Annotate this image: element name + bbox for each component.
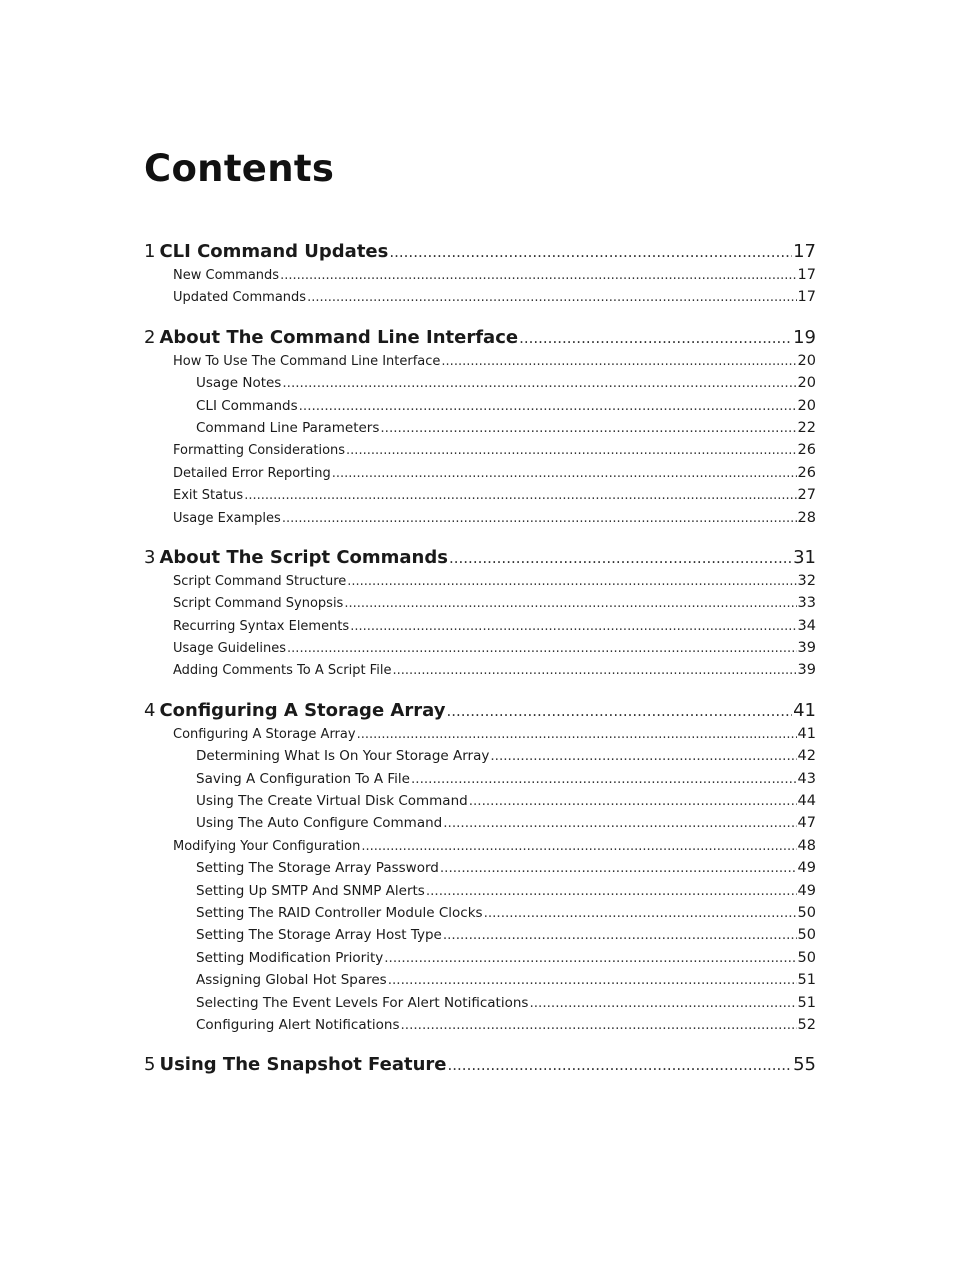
toc-entry[interactable] <box>144 726 816 748</box>
toc-chapter-entry[interactable] <box>144 547 816 573</box>
toc-entry[interactable] <box>144 883 816 905</box>
dot-leader <box>361 839 796 854</box>
dot-leader <box>280 268 796 283</box>
toc-page-number: 31 <box>793 546 816 568</box>
toc-entry[interactable] <box>144 1017 816 1039</box>
toc-page-number: 51 <box>797 972 816 989</box>
dot-leader <box>469 793 797 809</box>
dot-leader <box>440 860 797 876</box>
toc-page-number: 26 <box>797 464 816 481</box>
toc-page-number: 20 <box>797 352 816 369</box>
dot-leader <box>392 663 796 678</box>
toc-page-number: 41 <box>797 725 816 742</box>
toc-page-number: 17 <box>797 267 816 283</box>
toc-entry[interactable] <box>144 771 816 793</box>
toc-page-number: 52 <box>797 1016 816 1033</box>
toc-entry[interactable] <box>144 353 816 375</box>
chapter-number: 5 <box>144 1054 156 1076</box>
toc-page-number: 47 <box>797 815 816 832</box>
toc-entry[interactable] <box>144 465 816 487</box>
toc-entry[interactable] <box>144 950 816 972</box>
dot-leader <box>411 771 797 787</box>
toc-entry[interactable] <box>144 662 816 684</box>
toc-page-number: 49 <box>797 882 816 899</box>
toc-page-number: 27 <box>797 487 816 504</box>
toc-page-number: 43 <box>797 770 816 787</box>
toc-page-number: 33 <box>797 595 816 612</box>
toc-entry-label: Configuring A Storage Array <box>173 726 356 742</box>
dot-leader <box>307 290 796 305</box>
toc-page-number: 22 <box>797 419 816 436</box>
dot-leader <box>389 243 792 261</box>
toc-entry-label: Determining What Is On Your Storage Array <box>196 748 490 765</box>
toc-entry-label: Updated Commands <box>173 290 307 306</box>
dot-leader <box>244 488 796 503</box>
dot-leader <box>490 748 796 764</box>
toc-entry-label: Setting The RAID Controller Module Clocks <box>196 904 483 921</box>
toc-entry-label: Configuring A Storage Array <box>159 699 446 721</box>
toc-entry[interactable] <box>144 838 816 860</box>
toc-entry[interactable] <box>144 815 816 837</box>
chapter-number: 4 <box>144 699 156 721</box>
toc-page-number: 20 <box>797 397 816 414</box>
dot-leader <box>299 398 797 414</box>
dot-leader <box>443 927 797 943</box>
toc-entry-label: Detailed Error Reporting <box>173 465 331 481</box>
toc-page-number: 39 <box>797 640 816 657</box>
toc-page-number: 28 <box>797 509 816 526</box>
toc-entry-label: Setting Up SMTP And SNMP Alerts <box>196 882 425 899</box>
toc-page-number: 50 <box>797 904 816 921</box>
toc-entry-label: Using The Auto Configure Command <box>196 815 443 832</box>
toc-page-number: 26 <box>797 442 816 459</box>
toc-entry[interactable] <box>144 927 816 949</box>
dot-leader <box>449 549 792 567</box>
dot-leader <box>529 995 796 1011</box>
toc-entry-label: Setting The Storage Array Host Type <box>196 927 442 944</box>
toc-entry-label: CLI Commands <box>196 397 298 414</box>
toc-page-number: 20 <box>797 375 816 392</box>
dot-leader <box>282 375 796 391</box>
toc-entry[interactable] <box>144 748 816 770</box>
toc-entry-label: Command Line Parameters <box>196 419 380 436</box>
toc-entry-label: How To Use The Command Line Interface <box>173 353 441 369</box>
toc-page-number: 42 <box>797 748 816 765</box>
table-of-contents <box>144 241 816 1080</box>
toc-page-number: 50 <box>797 927 816 944</box>
dot-leader <box>350 619 796 634</box>
toc-entry-label: Recurring Syntax Elements <box>173 618 350 634</box>
page-title: Contents <box>144 147 335 190</box>
toc-entry[interactable] <box>144 640 816 662</box>
toc-entry-label: Usage Guidelines <box>173 641 287 657</box>
toc-chapter-entry[interactable] <box>144 241 816 267</box>
toc-entry-label: Using The Create Virtual Disk Command <box>196 793 468 810</box>
dot-leader <box>448 1056 793 1074</box>
toc-entry-label: Formatting Considerations <box>173 443 346 459</box>
dot-leader <box>388 972 797 988</box>
toc-entry-label: Usage Examples <box>173 510 281 526</box>
toc-entry[interactable] <box>144 375 816 397</box>
toc-entry-label: Using The Snapshot Feature <box>159 1054 447 1076</box>
toc-entry-label: Selecting The Event Levels For Alert Notifications <box>196 994 529 1011</box>
dot-leader <box>484 905 797 921</box>
toc-entry-label: Assigning Global Hot Spares <box>196 972 387 989</box>
toc-entry-label: New Commands <box>173 268 280 283</box>
toc-page-number: 48 <box>797 837 816 854</box>
dot-leader <box>443 815 796 831</box>
toc-page-number: 39 <box>797 662 816 679</box>
toc-entry-label: About The Command Line Interface <box>159 326 519 348</box>
toc-chapter-entry[interactable] <box>144 700 816 726</box>
toc-chapter-entry[interactable] <box>144 327 816 353</box>
toc-entry[interactable] <box>144 487 816 509</box>
dot-leader <box>380 420 796 436</box>
toc-entry[interactable] <box>144 595 816 617</box>
dot-leader <box>347 574 796 589</box>
chapter-number: 2 <box>144 326 156 348</box>
toc-page-number: 44 <box>797 793 816 810</box>
toc-entry-label: CLI Command Updates <box>159 241 389 262</box>
dot-leader <box>384 950 796 966</box>
toc-entry[interactable] <box>144 995 816 1017</box>
toc-page-number: 50 <box>797 949 816 966</box>
toc-entry[interactable] <box>144 905 816 927</box>
dot-leader <box>346 443 797 458</box>
dot-leader <box>441 354 796 369</box>
toc-entry[interactable] <box>144 860 816 882</box>
dot-leader <box>357 727 797 742</box>
toc-entry[interactable] <box>144 442 816 464</box>
chapter-number: 1 <box>144 241 156 262</box>
dot-leader <box>287 641 797 656</box>
toc-entry[interactable] <box>144 267 816 289</box>
toc-entry[interactable] <box>144 573 816 595</box>
toc-entry-label: Exit Status <box>173 488 244 504</box>
toc-entry[interactable] <box>144 510 816 532</box>
dot-leader <box>519 329 792 347</box>
toc-page-number: 34 <box>797 617 816 634</box>
toc-chapter-entry[interactable] <box>144 1054 816 1080</box>
toc-entry-label: Script Command Structure <box>173 573 347 589</box>
dot-leader <box>401 1017 797 1033</box>
dot-leader <box>282 511 797 526</box>
dot-leader <box>332 466 797 481</box>
toc-entry[interactable] <box>144 793 816 815</box>
toc-entry[interactable] <box>144 398 816 420</box>
toc-entry[interactable] <box>144 420 816 442</box>
toc-entry-label: Adding Comments To A Script File <box>173 663 392 679</box>
toc-page-number: 17 <box>797 289 816 306</box>
toc-page-number: 49 <box>797 860 816 877</box>
toc-entry-label: Saving A Configuration To A File <box>196 770 410 787</box>
dot-leader <box>426 883 797 899</box>
chapter-number: 3 <box>144 546 156 568</box>
toc-entry-label: Configuring Alert Notifications <box>196 1016 400 1033</box>
toc-entry[interactable] <box>144 289 816 311</box>
toc-entry[interactable] <box>144 972 816 994</box>
toc-entry[interactable] <box>144 618 816 640</box>
dot-leader <box>446 702 792 720</box>
toc-page-number: 55 <box>793 1054 816 1076</box>
toc-page-number: 17 <box>793 241 816 262</box>
toc-entry-label: Usage Notes <box>196 375 282 392</box>
toc-page-number: 41 <box>793 699 816 721</box>
toc-page-number: 51 <box>797 994 816 1011</box>
toc-page-number: 32 <box>797 572 816 589</box>
toc-entry-label: Setting The Storage Array Password <box>196 860 439 877</box>
toc-entry-label: Script Command Synopsis <box>173 596 344 612</box>
dot-leader <box>344 596 796 611</box>
toc-entry-label: Setting Modification Priority <box>196 949 384 966</box>
toc-entry-label: About The Script Commands <box>159 546 448 568</box>
toc-page-number: 19 <box>793 326 816 348</box>
toc-entry-label: Modifying Your Configuration <box>173 838 361 854</box>
